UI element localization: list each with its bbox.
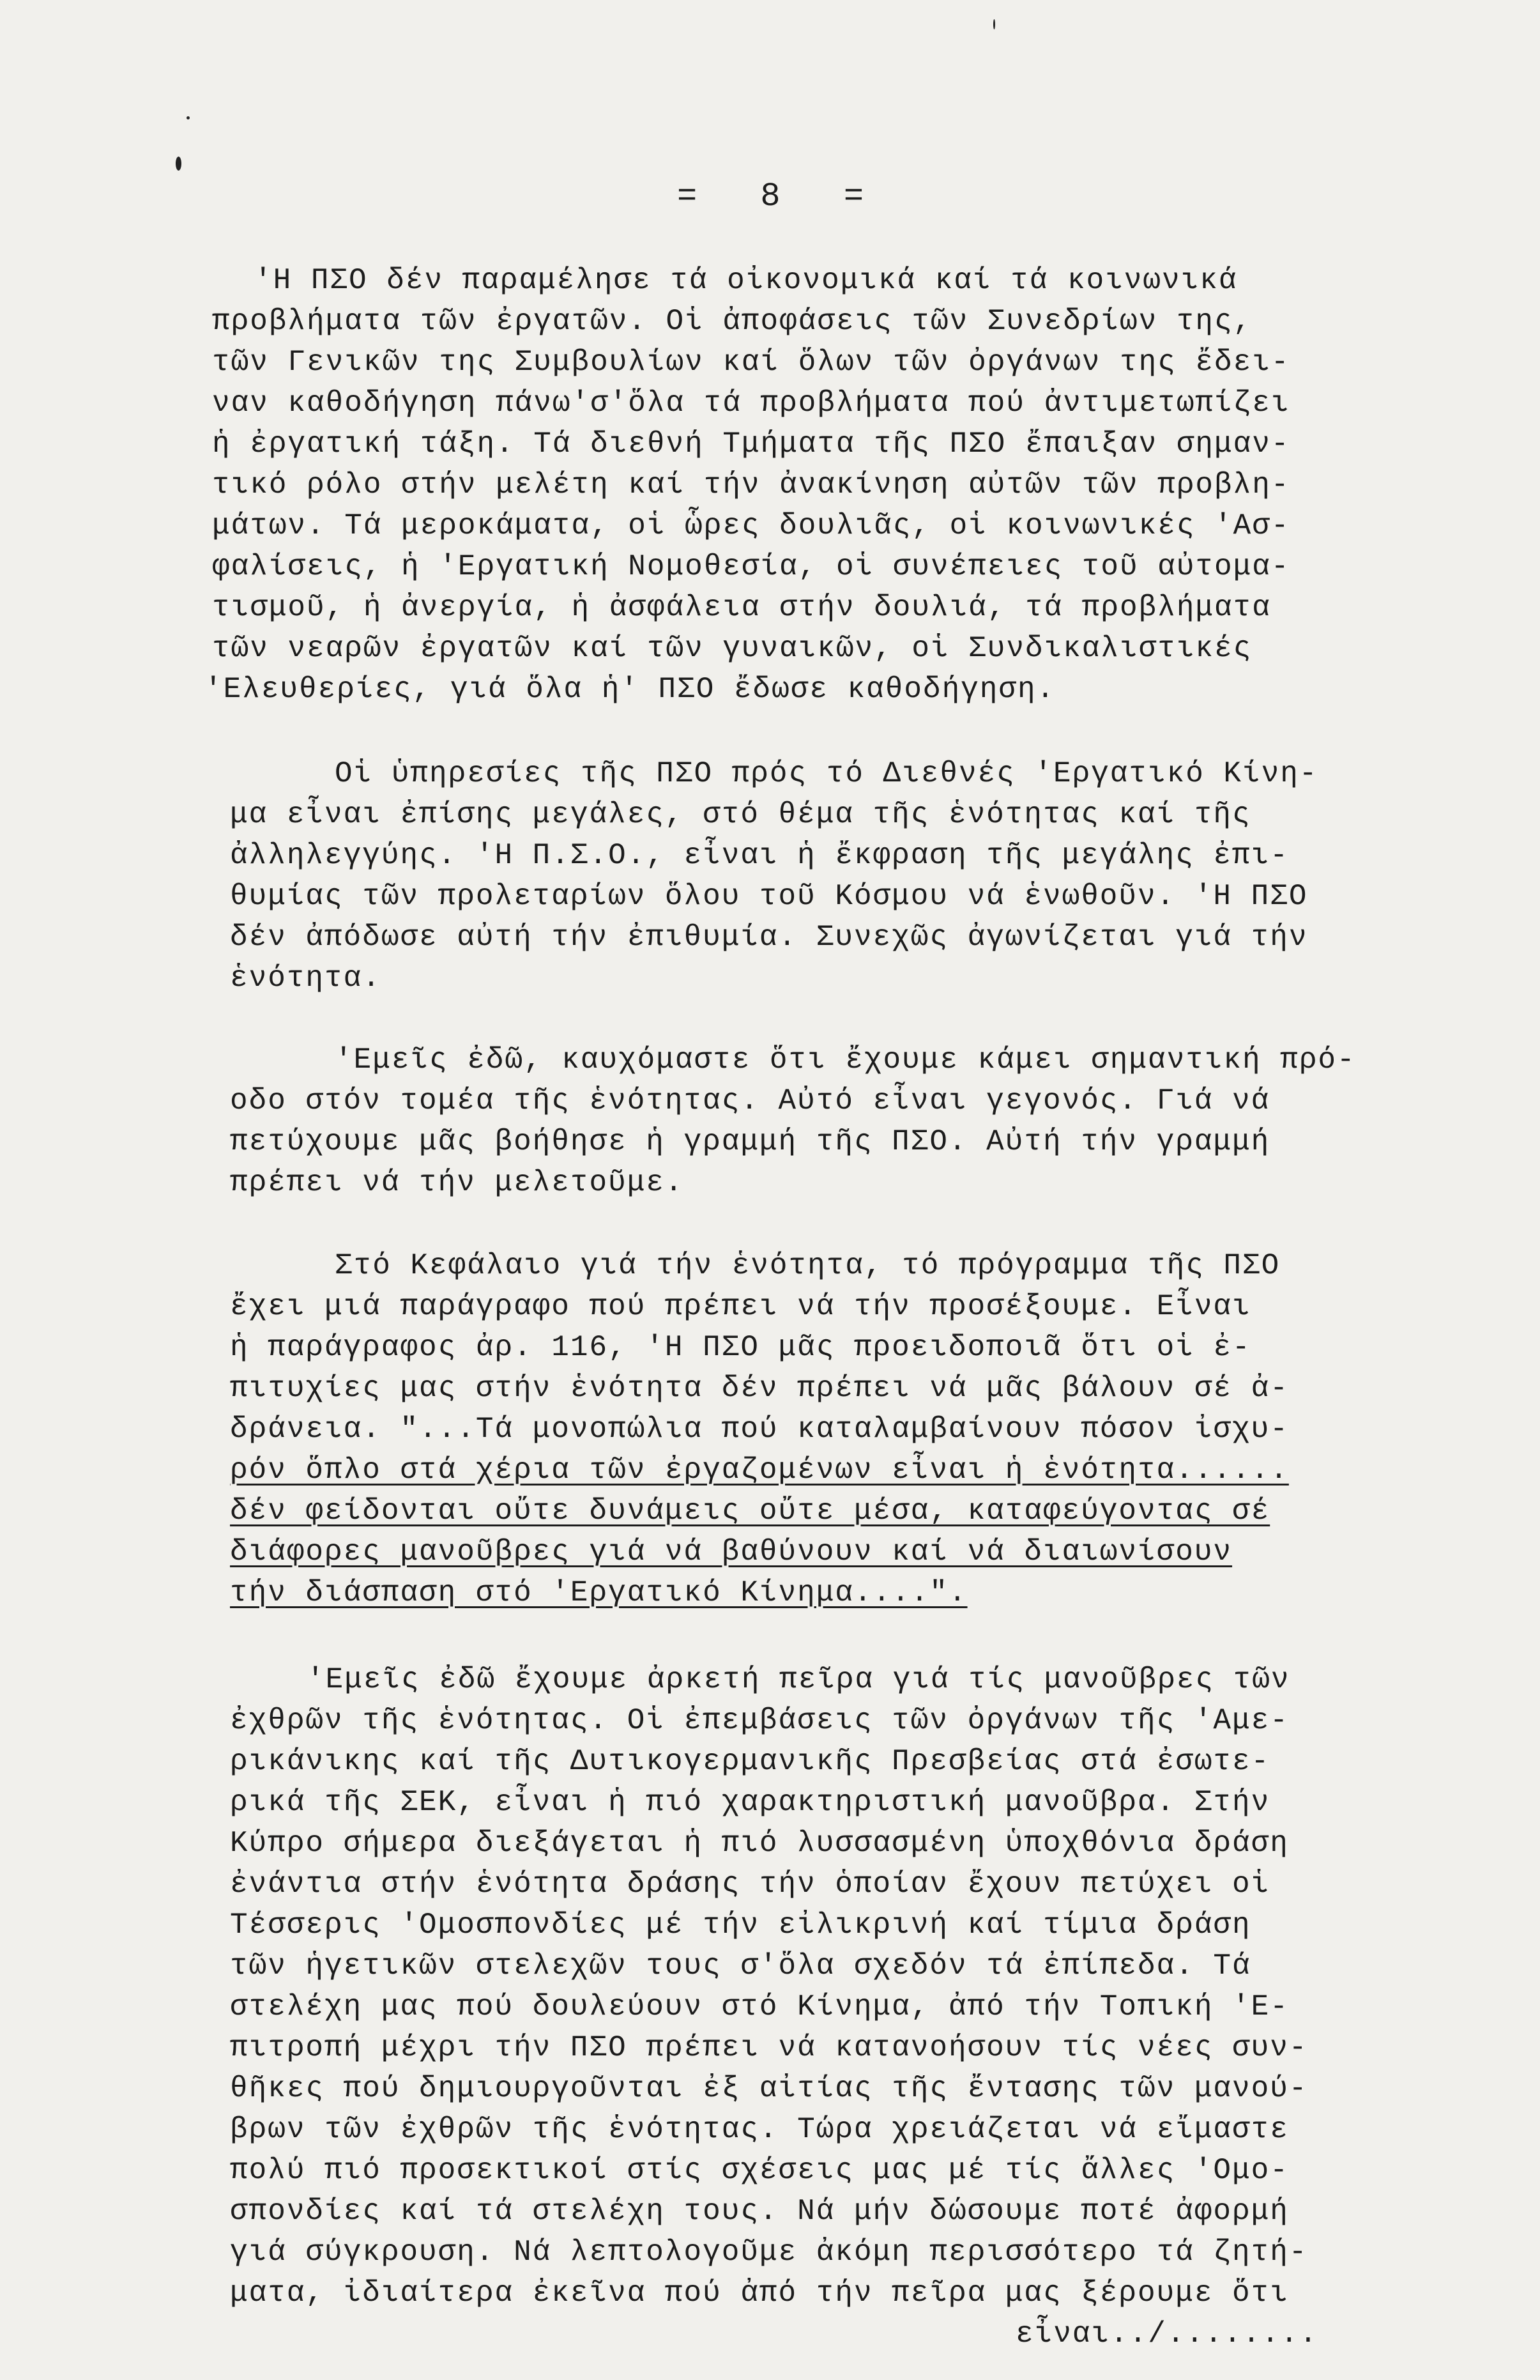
text-line: πιτυχίες μας στήν ἑνότητα δέν πρέπει νά μᾶς βάλουν σέ ἀ- [230, 1372, 1289, 1405]
continuation-marker: εἶναι../........ [1016, 2317, 1318, 2351]
text-line: στελέχη μας πού δουλεύουν στό Κίνημα, ἀπό τήν Τοπική 'Ε- [230, 1990, 1289, 2023]
text-line: γιά σύγκρουση. Νά λεπτολογοῦμε ἀκόμη περισσότερο τά ζητή- [230, 2236, 1308, 2269]
text-line: 'Εμεῖς ἐδῶ ἔχουμε ἀρκετή πεῖρα γιά τίς μανοῦβρες τῶν [307, 1663, 1290, 1696]
text-line: πολύ πιό προσεκτικοί στίς σχέσεις μας μέ τίς ἄλλες 'Ομο- [230, 2154, 1289, 2187]
text-line: τικό ρόλο στήν μελέτη καί τήν ἀνακίνηση αὐτῶν τῶν προβλη- [212, 468, 1290, 502]
text-line: Οἱ ὑπηρεσίες τῆς ΠΣΟ πρός τό Διεθνές 'Εργατικό Κίνη- [335, 757, 1318, 790]
text-line: σπονδίες καί τά στελέχη τους. Νά μήν δώσουμε ποτέ ἀφορμή [230, 2195, 1289, 2228]
quote-line: διάφορες μανοῦβρες γιά νά βαθύνουν καί νά διαιωνίσουν [230, 1535, 1233, 1569]
text-line: βρων τῶν ἐχθρῶν τῆς ἑνότητας. Τώρα χρειάζεται νά εἴμαστε [230, 2113, 1289, 2146]
quote-line: τήν διάσπαση στό 'Εργατικό Κίνημα....". [230, 1576, 968, 1609]
text-line: ρικάνικης καί τῆς Δυτικογερμανικῆς Πρεσβείας στά ἐσωτε- [230, 1745, 1270, 1778]
text-line: ματα, ἰδιαίτερα ἐκεῖνα πού ἀπό τήν πεῖρα μας ξέρουμε ὅτι [230, 2276, 1289, 2310]
text-line: πιτροπή μέχρι τήν ΠΣΟ πρέπει νά κατανοήσουν τίς νέες συν- [230, 2031, 1308, 2064]
text-line: ἔχει μιά παράγραφο πού πρέπει νά τήν προσέξουμε. Εἶναι [230, 1290, 1251, 1323]
text-line: πετύχουμε μᾶς βοήθησε ἡ γραμμή τῆς ΠΣΟ. Αὐτή τήν γραμμή [230, 1125, 1270, 1158]
quote-line: ρόν ὅπλο στά χέρια τῶν ἐργαζομένων εἶναι ἡ ἑνότητα...... [230, 1454, 1289, 1487]
text-line: θυμίας τῶν προλεταρίων ὅλου τοῦ Κόσμου νά ἑνωθοῦν. 'Η ΠΣΟ [230, 880, 1308, 913]
text-line: ναν καθοδήγηση πάνω'σ'ὅλα τά προβλήματα πού ἀντιμετωπίζει [212, 387, 1290, 420]
text-line: 'Εμεῖς ἐδῶ, καυχόμαστε ὅτι ἔχουμε κάμει σημαντική πρό- [335, 1043, 1356, 1077]
text-line: ἡ παράγραφος ἀρ. 116, 'Η ΠΣΟ μᾶς προειδοποιᾶ ὅτι οἱ ἐ- [230, 1331, 1251, 1364]
text-line: Τέσσερις 'Ομοσπονδίες μέ τήν εἰλικρινή καί τίμια δράση [230, 1908, 1251, 1942]
text-line: οδο στόν τομέα τῆς ἑνότητας. Αὐτό εἶναι γεγονός. Γιά νά [230, 1084, 1270, 1117]
text-line: προβλήματα τῶν ἐργατῶν. Οἱ ἀποφάσεις τῶν Συνεδρίων της, [212, 305, 1253, 338]
text-line: ἡ ἐργατική τάξη. Τά διεθνή Τμήματα τῆς ΠΣΟ ἔπαιξαν σημαν- [212, 427, 1290, 461]
text-line: τῶν ἡγετικῶν στελεχῶν τους σ'ὅλα σχεδόν τά ἐπίπεδα. Τά [230, 1949, 1251, 1983]
scan-speck [176, 157, 181, 171]
text-line: ἐνάντια στήν ἑνότητα δράσης τήν ὁποίαν ἔχουν πετύχει οἱ [230, 1868, 1270, 1901]
page-number: = 8 = [677, 178, 886, 215]
text-line: ἐχθρῶν τῆς ἑνότητας. Οἱ ἐπεμβάσεις τῶν ὀργάνων τῆς 'Αμε- [230, 1704, 1289, 1737]
text-line: 'Η ΠΣΟ δέν παραμέλησε τά οἰκονομικά καί τά κοινωνικά [254, 264, 1238, 297]
text-line: τῶν νεαρῶν ἐργατῶν καί τῶν γυναικῶν, οἱ Συνδικαλιστικές [212, 632, 1253, 665]
text-line: Στό Κεφάλαιο γιά τήν ἑνότητα, τό πρόγραμμα τῆς ΠΣΟ [335, 1249, 1281, 1282]
text-line: ἀλληλεγγύης. 'Η Π.Σ.Ο., εἶναι ἡ ἔκφραση τῆς μεγάλης ἐπι- [230, 839, 1289, 872]
text-line: ρικά τῆς ΣΕΚ, εἶναι ἡ πιό χαρακτηριστική μανοῦβρα. Στήν [230, 1786, 1270, 1819]
text-line: τισμοῦ, ἡ ἀνεργία, ἡ ἀσφάλεια στήν δουλιά, τά προβλήματα [212, 591, 1271, 624]
text-line: Κύπρο σήμερα διεξάγεται ἡ πιό λυσσασμένη ὑποχθόνια δράση [230, 1827, 1289, 1860]
text-line: θῆκες πού δημιουργοῦνται ἐξ αἰτίας τῆς ἔντασης τῶν μανού- [230, 2072, 1308, 2105]
text-line: δέν ἀπόδωσε αὐτή τήν ἐπιθυμία. Συνεχῶς ἀγωνίζεται γιά τήν [230, 921, 1308, 954]
text-line: τῶν Γενικῶν της Συμβουλίων καί ὅλων τῶν ὀργάνων της ἔδει- [212, 346, 1290, 379]
scan-speck [993, 19, 995, 29]
scan-speck [187, 116, 190, 119]
text-line: μάτων. Τά μεροκάματα, οἱ ὧρες δουλιᾶς, οἱ κοινωνικές 'Ασ- [212, 509, 1290, 542]
text-line: 'Ελευθερίες, γιά ὅλα ἡ' ΠΣΟ ἔδωσε καθοδήγηση. [204, 673, 1056, 706]
quote-line: δέν φείδονται οὔτε δυνάμεις οὔτε μέσα, καταφεύγοντας σέ [230, 1494, 1270, 1528]
text-line: φαλίσεις, ἡ 'Εργατική Νομοθεσία, οἱ συνέπειες τοῦ αὐτομα- [212, 550, 1290, 583]
text-line: δράνεια. "...Τά μονοπώλια πού καταλαμβαίνουν πόσον ἰσχυ- [230, 1413, 1289, 1446]
text-line: πρέπει νά τήν μελετοῦμε. [230, 1166, 684, 1199]
text-line: μα εἶναι ἐπίσης μεγάλες, στό θέμα τῆς ἑνότητας καί τῆς [230, 798, 1251, 831]
text-line: ἑνότητα. [230, 962, 381, 995]
